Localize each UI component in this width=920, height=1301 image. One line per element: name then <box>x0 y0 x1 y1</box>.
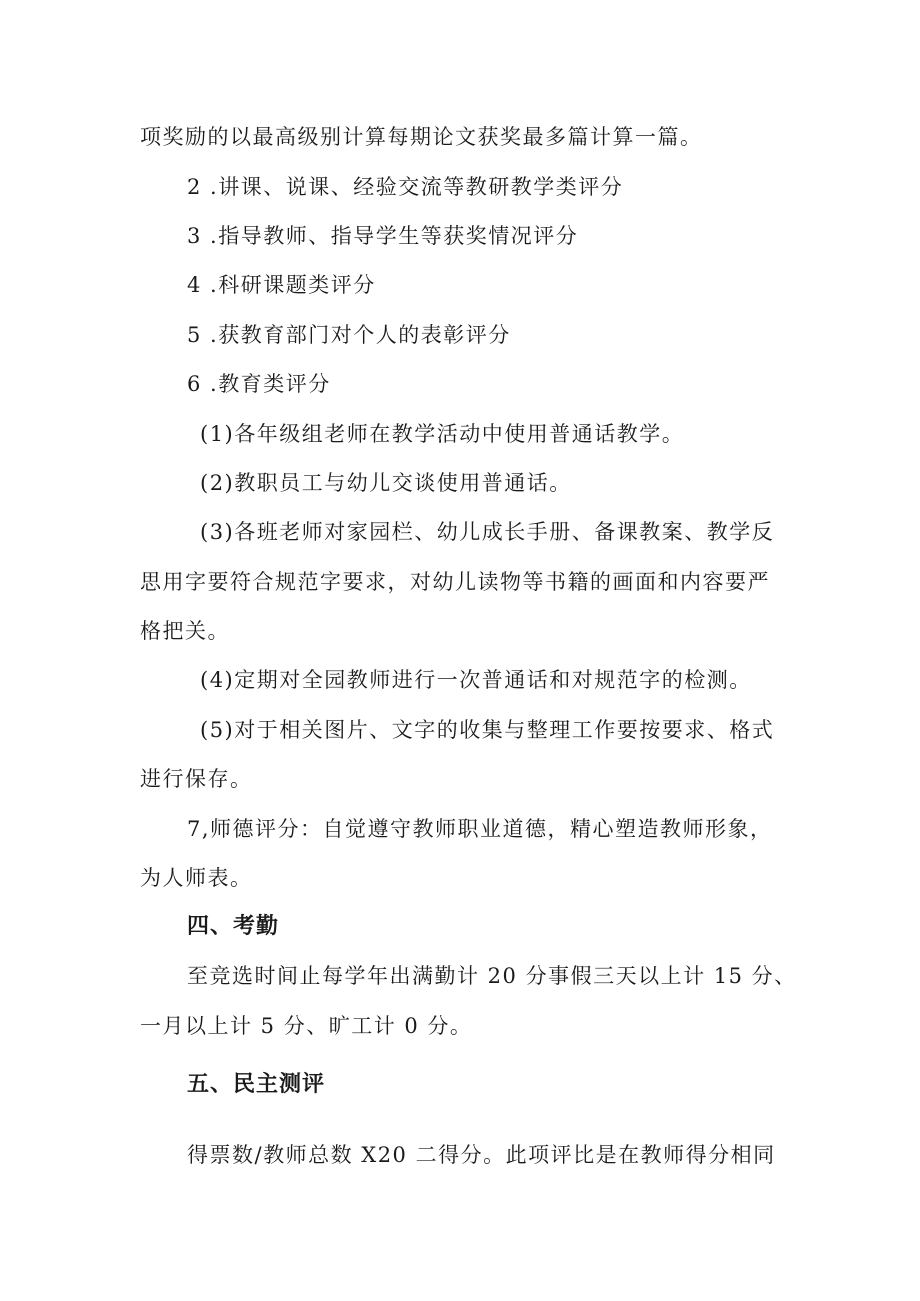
paragraph-line: 思用字要符合规范字要求，对幼儿读物等书籍的画面和内容要严 <box>140 570 770 594</box>
sub-list-item: (1)各年级组老师在教学活动中使用普通话教学。 <box>200 422 685 446</box>
paragraph-line: 格把关。 <box>140 619 230 643</box>
paragraph-line: 一月以上计 5 分、旷工计 0 分。 <box>140 1014 473 1038</box>
section-heading-attendance: 四、考勤 <box>187 914 280 939</box>
paragraph-line: 项奖励的以最高级别计算每期论文获奖最多篇计算一篇。 <box>140 125 703 149</box>
paragraph-line: 进行保存。 <box>140 767 253 791</box>
paragraph-line: 得票数/教师总数 X20 二得分。此项评比是在教师得分相同 <box>187 1143 776 1167</box>
list-item: 6 .教育类评分 <box>187 372 331 396</box>
list-item: 4 .科研课题类评分 <box>187 273 376 297</box>
sub-list-item: (5)对于相关图片、文字的收集与整理工作要按要求、格式 <box>200 718 775 742</box>
list-item: 2 .讲课、说课、经验交流等教研教学类评分 <box>187 175 624 199</box>
list-item: 5 .获教育部门对个人的表彰评分 <box>187 323 511 347</box>
sub-list-item: (3)各班老师对家园栏、幼儿成长手册、备课教案、教学反 <box>200 520 775 544</box>
sub-list-item: (2)教职员工与幼儿交谈使用普通话。 <box>200 471 572 495</box>
sub-list-item: (4)定期对全园教师进行一次普通话和对规范字的检测。 <box>200 668 752 692</box>
section-heading-democratic-evaluation: 五、民主测评 <box>187 1072 326 1097</box>
list-item: 3 .指导教师、指导学生等获奖情况评分 <box>187 224 579 248</box>
paragraph-line: 为人师表。 <box>140 866 253 890</box>
paragraph-line: 至竞选时间止每学年出满勤计 20 分事假三天以上计 15 分、 <box>187 964 797 988</box>
list-item: 7,师德评分：自觉遵守教师职业道德，精心塑造教师形象， <box>187 817 773 841</box>
